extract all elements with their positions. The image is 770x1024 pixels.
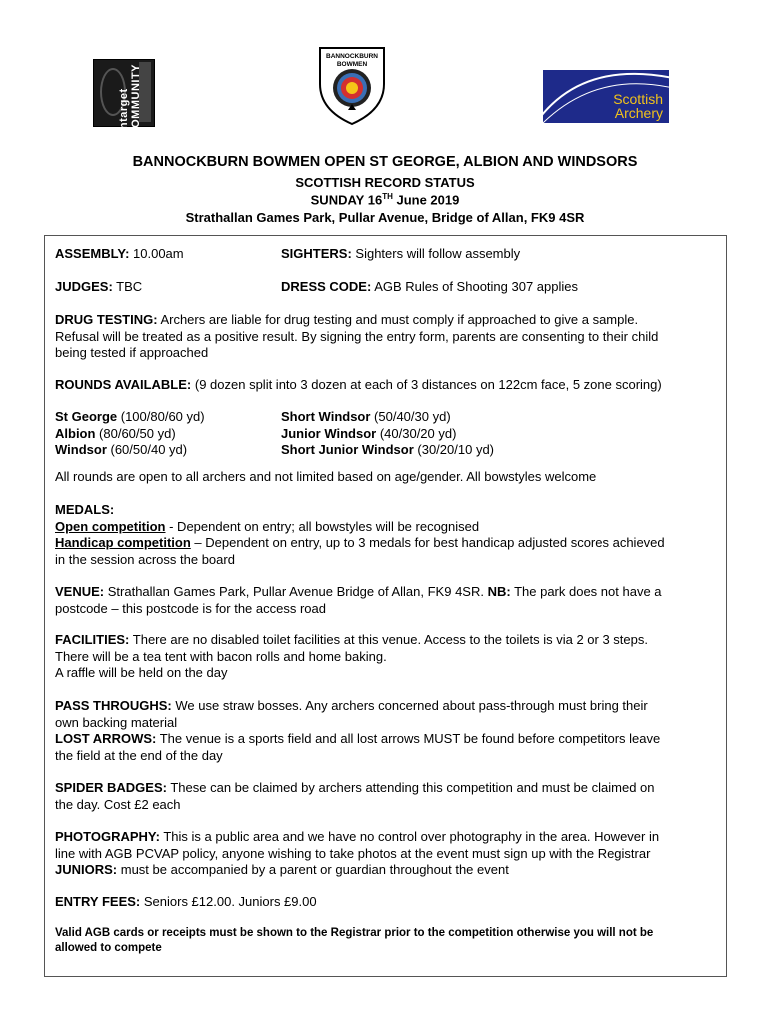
drug-testing-section	[55, 312, 715, 362]
crest-text-line2: BOWMEN	[336, 61, 368, 68]
scottish-archery-line1: Scottish	[613, 91, 663, 107]
drug-testing-line2: Refusal will be treated as a positive result. By signing the entry form, parents are consenting to their child	[55, 328, 659, 344]
ontarget-logo-text: ontarget COMMUNITY	[118, 64, 142, 137]
assembly-label: ASSEMBLY:	[55, 246, 130, 261]
round-item	[281, 409, 494, 426]
valid-cards-line2: allowed to compete	[55, 942, 162, 954]
drug-testing-line1: Archers are liable for drug testing and must comply if approached to give a sample.	[157, 312, 639, 327]
rounds-available-line	[55, 377, 715, 394]
facilities-section	[55, 632, 715, 682]
facilities-label: FACILITIES:	[55, 632, 130, 647]
scottish-archery-logo	[543, 70, 669, 123]
spider-badges-line2: the day. Cost £2 each	[55, 796, 181, 812]
handicap-competition-text2: in the session across the board	[55, 551, 235, 567]
venue-heading: Strathallan Games Park, Pullar Avenue, Bridge of Allan, FK9 4SR	[185, 210, 585, 225]
crest-text-line1: BANNOCKBURN	[326, 53, 378, 60]
venue-label: VENUE:	[55, 584, 105, 599]
dress-code-label: DRESS CODE:	[281, 279, 372, 294]
facilities-line3: A raffle will be held on the day	[55, 665, 228, 680]
spider-badges-section	[55, 780, 715, 813]
dress-code-line	[281, 279, 578, 296]
rounds-right-list	[281, 409, 494, 459]
lost-arrows-line2: the field at the end of the day	[55, 747, 223, 763]
pass-throughs-line1: We use straw bosses. Any archers concerned about pass-through must bring their	[171, 698, 648, 713]
facilities-line1: There are no disabled toilet facilities at this venue. Access to the toilets is via 2 or 3 steps.	[129, 632, 648, 647]
rounds-label: ROUNDS AVAILABLE:	[55, 377, 192, 392]
venue-line2: postcode – this postcode is for the access road	[55, 600, 326, 616]
pass-throughs-line2: own backing material	[55, 714, 178, 730]
spider-badges-line1: These can be claimed by archers attending this competition and must be claimed on	[166, 780, 655, 795]
juniors-label: JUNIORS:	[55, 862, 118, 877]
date-suffix-sup: TH	[382, 192, 393, 201]
venue-section	[55, 584, 715, 617]
round-item	[281, 442, 494, 459]
handicap-competition-text: – Dependent on entry, up to 3 medals for best handicap adjusted scores achieved	[190, 535, 665, 550]
assembly-value: 10.00am	[129, 246, 184, 261]
open-competition-text: - Dependent on entry; all bowstyles will be recognised	[165, 518, 480, 534]
bannockburn-bowmen-crest	[316, 44, 388, 126]
round-distance: (80/60/50 yd)	[95, 425, 176, 441]
round-distance: (30/20/10 yd)	[413, 442, 494, 457]
sighters-line	[281, 246, 520, 263]
photography-section	[55, 829, 715, 879]
lost-arrows-label: LOST ARROWS:	[55, 731, 157, 746]
round-name: St George	[55, 409, 118, 424]
judges-line	[55, 279, 142, 296]
round-name: Short Junior Windsor	[281, 442, 414, 457]
pass-throughs-label: PASS THROUGHS:	[55, 698, 172, 713]
photography-line2: line with AGB PCVAP policy, anyone wishing to take photos at the event must sign up with the Registrar	[55, 845, 651, 861]
judges-value: TBC	[112, 279, 143, 294]
crest-shield-icon	[316, 44, 388, 126]
date-suffix: June 2019	[392, 192, 460, 208]
event-date	[0, 192, 770, 207]
valid-cards-line1: Valid AGB cards or receipts must be shown to the Registrar prior to the competition otherwise you will not be	[55, 927, 654, 939]
round-item	[55, 442, 205, 459]
date-prefix: SUNDAY 16	[310, 192, 383, 208]
dress-code-value: AGB Rules of Shooting 307 applies	[371, 279, 578, 294]
entry-fees-label: ENTRY FEES:	[55, 894, 141, 909]
sighters-value: Sighters will follow assembly	[351, 246, 521, 261]
pass-throughs-section	[55, 698, 715, 764]
round-name: Albion	[55, 425, 96, 441]
round-distance: (60/50/40 yd)	[106, 442, 188, 457]
venue-value: Strathallan Games Park, Pullar Avenue Bridge of Allan, FK9 4SR.	[104, 584, 488, 599]
photography-line1: This is a public area and we have no control over photography in the area. However in	[159, 829, 660, 844]
round-item	[281, 426, 494, 443]
rounds-value: (9 dozen split into 3 dozen at each of 3 distances on 122cm face, 5 zone scoring)	[191, 377, 662, 392]
rounds-left-list	[55, 409, 205, 459]
judges-label: JUDGES:	[55, 279, 113, 294]
ontarget-logo	[93, 59, 155, 137]
record-status: SCOTTISH RECORD STATUS	[295, 175, 475, 190]
nb-value: The park does not have a	[510, 584, 662, 599]
sighters-label: SIGHTERS:	[281, 246, 352, 261]
round-item	[55, 409, 205, 426]
round-distance: (50/40/30 yd)	[370, 409, 451, 424]
round-distance: (100/80/60 yd)	[117, 409, 205, 424]
entry-fees-value: Seniors £12.00. Juniors £9.00	[140, 894, 317, 909]
assembly-line	[55, 246, 184, 263]
entry-fees-line	[55, 894, 715, 911]
drug-testing-line3: being tested if approached	[55, 345, 209, 360]
spider-badges-label: SPIDER BADGES:	[55, 780, 167, 795]
open-competition-label: Open competition	[55, 518, 166, 534]
photography-label: PHOTOGRAPHY:	[55, 829, 160, 844]
round-name: Windsor	[55, 442, 107, 457]
medals-label: MEDALS:	[55, 502, 115, 517]
lost-arrows-line1: The venue is a sports field and all lost arrows MUST be found before competitors leave	[156, 731, 661, 746]
facilities-line2: There will be a tea tent with bacon rolls and home baking.	[55, 648, 387, 664]
document-title: BANNOCKBURN BOWMEN OPEN ST GEORGE, ALBION AND WINDSORS	[132, 154, 638, 170]
medals-section	[55, 502, 715, 568]
round-name: Short Windsor	[281, 409, 371, 424]
valid-cards-notice	[55, 926, 715, 956]
nb-label: NB:	[487, 584, 511, 599]
round-name: Junior Windsor	[281, 425, 377, 441]
juniors-value: must be accompanied by a parent or guardian throughout the event	[117, 862, 509, 877]
scottish-archery-line2: Archery	[614, 105, 663, 121]
rounds-note: All rounds are open to all archers and not limited based on age/gender. All bowstyles welcome	[55, 469, 597, 484]
round-distance: (40/30/20 yd)	[376, 425, 457, 441]
round-item	[55, 426, 205, 443]
handicap-competition-label: Handicap competition	[55, 535, 191, 550]
drug-testing-label: DRUG TESTING:	[55, 312, 158, 327]
